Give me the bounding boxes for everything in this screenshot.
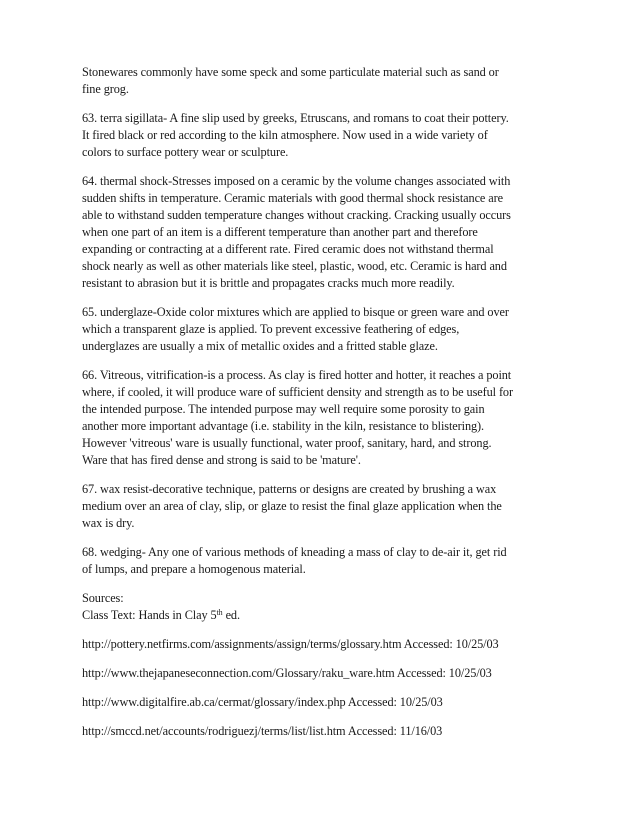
text-line: resistant to abrasion but it is brittle and propagates cracks much more readily.: [82, 276, 455, 290]
text-line: colors to surface pottery wear or sculpture.: [82, 145, 289, 159]
text-line: of lumps, and prepare a homogenous material.: [82, 562, 306, 576]
text-line: when one part of an item is a different temperature than another part and therefore: [82, 225, 478, 239]
paragraph-vitreous: [82, 367, 550, 469]
text-line: However 'vitreous' ware is usually functional, water proof, sanitary, hard, and strong.: [82, 436, 492, 450]
paragraph-underglaze: [82, 304, 550, 355]
text-line: Stonewares commonly have some speck and some particulate material such as sand or: [82, 65, 499, 79]
paragraph-wedging: [82, 544, 550, 578]
paragraph-stonewares: [82, 64, 550, 98]
source-link: http://www.thejapaneseconnection.com/Glossary/raku_ware.htm Accessed: 10/25/03: [82, 666, 492, 680]
text-line: where, if cooled, it will produce ware of sufficient density and strength as to be useful for: [82, 385, 513, 399]
text-line: underglazes are usually a mix of metallic oxides and a fritted stable glaze.: [82, 339, 438, 353]
text-line: 68. wedging- Any one of various methods of kneading a mass of clay to de-air it, get rid: [82, 545, 507, 559]
class-text-superscript: th: [216, 608, 223, 617]
text-line: the intended purpose. The intended purpose may well require some porosity to gain: [82, 402, 485, 416]
text-line: It fired black or red according to the kiln atmosphere. Now used in a wide variety of: [82, 128, 488, 142]
source-link: http://pottery.netfirms.com/assignments/assign/terms/glossary.htm Accessed: 10/25/03: [82, 637, 499, 651]
class-text-prefix: Class Text: Hands in Clay 5: [82, 608, 217, 622]
text-line: another more important advantage (i.e. stability in the kiln, resistance to blistering).: [82, 419, 485, 433]
text-line: shock nearly as well as other materials like steel, plastic, wood, etc. Ceramic is hard and: [82, 259, 507, 273]
text-line: fine grog.: [82, 82, 129, 96]
text-line: able to withstand sudden temperature changes without cracking. Cracking usually occurs: [82, 208, 511, 222]
sources-heading: Sources:: [82, 591, 124, 605]
paragraph-terra-sigillata: [82, 110, 550, 161]
text-line: which a transparent glaze is applied. To prevent excessive feathering of edges,: [82, 322, 460, 336]
paragraph-wax-resist: [82, 481, 550, 532]
source-link: http://www.digitalfire.ab.ca/cermat/glossary/index.php Accessed: 10/25/03: [82, 695, 443, 709]
sources-section: [82, 590, 550, 740]
text-line: 63. terra sigillata- A fine slip used by greeks, Etruscans, and romans to coat their pottery.: [82, 111, 509, 125]
text-line: 66. Vitreous, vitrification-is a process. As clay is fired hotter and hotter, it reaches a point: [82, 368, 512, 382]
text-line: medium over an area of clay, slip, or glaze to resist the final glaze application when the: [82, 499, 502, 513]
text-line: 64. thermal shock-Stresses imposed on a ceramic by the volume changes associated with: [82, 174, 511, 188]
paragraph-thermal-shock: [82, 173, 550, 292]
source-link: http://smccd.net/accounts/rodriguezj/terms/list/list.htm Accessed: 11/16/03: [82, 724, 443, 738]
text-line: expanding or contracting at a different rate. Fired ceramic does not withstand thermal: [82, 242, 494, 256]
text-line: Ware that has fired dense and strong is said to be 'mature'.: [82, 453, 361, 467]
text-line: wax is dry.: [82, 516, 135, 530]
class-text-source: [82, 607, 550, 624]
text-line: 65. underglaze-Oxide color mixtures which are applied to bisque or green ware and over: [82, 305, 509, 319]
text-line: 67. wax resist-decorative technique, patterns or designs are created by brushing a wax: [82, 482, 497, 496]
text-line: sudden shifts in temperature. Ceramic materials with good thermal shock resistance are: [82, 191, 503, 205]
document-page: [82, 64, 550, 752]
class-text-suffix: ed.: [222, 608, 240, 622]
